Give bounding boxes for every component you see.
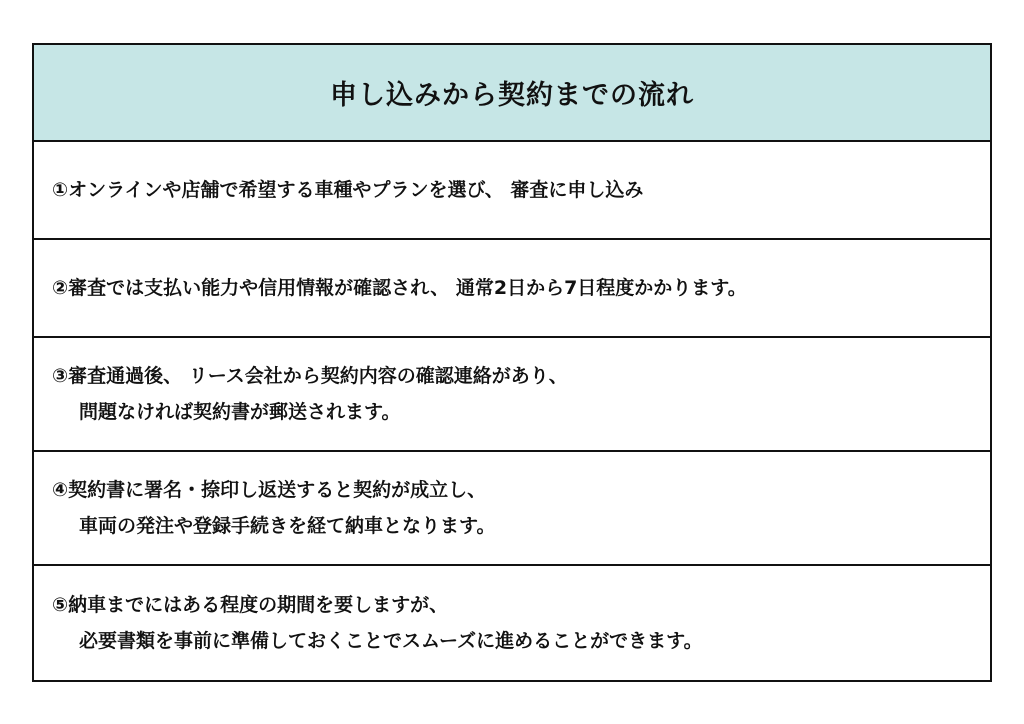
step-row-4 [34,452,990,566]
flow-title: 申し込みから契約までの流れ [330,80,694,111]
step-3-text-line-1: ③審査通過後、 リース会社から契約内容の確認連絡があり、 [52,365,568,387]
step-row-1 [34,142,990,240]
step-row-3 [34,338,990,452]
step-5-text-line-2: 必要書類を事前に準備しておくことでスムーズに進めることができます。 [79,630,703,652]
step-2-text: ②審査では支払い能力や信用情報が確認され、 通常2日から7日程度かかります。 [52,277,747,299]
step-3-text-line-2: 問題なければ契約書が郵送されます。 [79,401,401,423]
step-4-text-line-2: 車両の発注や登録手続きを経て納車となります。 [79,515,496,537]
step-row-2 [34,240,990,338]
step-1-text: ①オンラインや店舗で希望する車種やプランを選び、 審査に申し込み [52,179,644,201]
title-row [34,45,990,142]
flow-table [32,43,992,682]
step-row-5 [34,566,990,680]
step-4-text-line-1: ④契約書に署名・捺印し返送すると契約が成立し、 [52,479,487,501]
step-5-text-line-1: ⑤納車までにはある程度の期間を要しますが、 [52,594,449,616]
